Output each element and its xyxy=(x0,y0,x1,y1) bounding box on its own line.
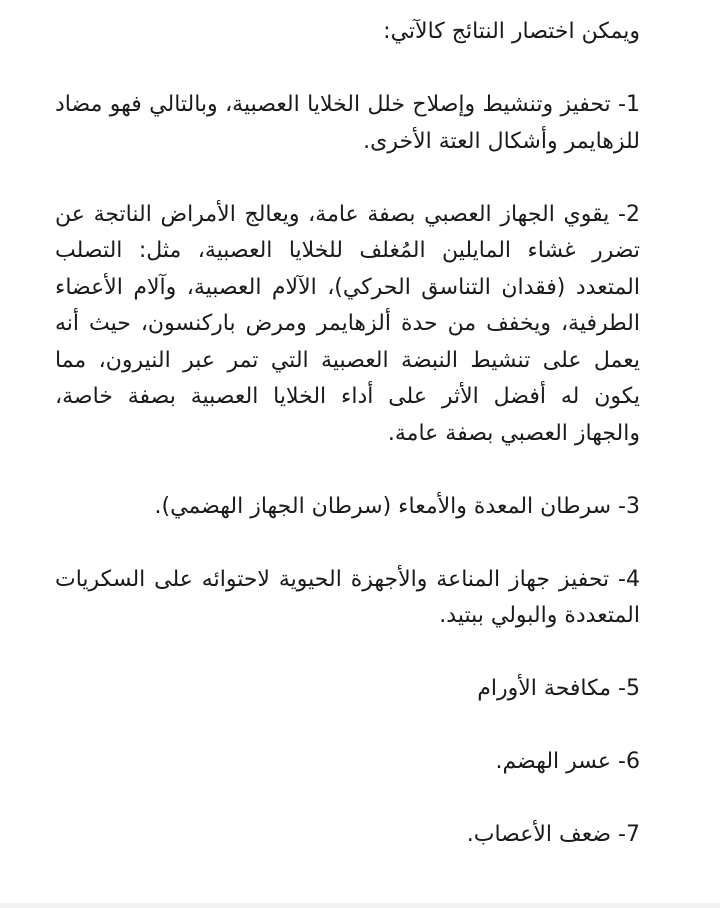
paragraph-gap xyxy=(55,525,640,562)
list-item-1: 1- تحفيز وتنشيط وإصلاح خلل الخلايا العصبية، وبالتالي فهو مضاد للزهايمر وأشكال العتة الأخرى. xyxy=(55,92,640,154)
paragraph-gap xyxy=(55,51,640,88)
paragraph-gap xyxy=(55,160,640,197)
paragraph-gap xyxy=(55,708,640,745)
document-body xyxy=(55,14,640,854)
bottom-divider xyxy=(0,903,720,908)
list-item-4: 4- تحفيز جهاز المناعة والأجهزة الحيوية لاحتوائه على السكريات المتعددة والبولي ببتيد. xyxy=(55,566,640,628)
paragraph-gap xyxy=(55,781,640,818)
list-item-5: 5- مكافحة الأورام xyxy=(477,676,640,701)
paragraph-gap xyxy=(55,635,640,672)
paragraph-gap xyxy=(55,452,640,489)
intro-paragraph: ويمكن اختصار النتائج كالآتي: xyxy=(383,19,640,44)
list-item-2: 2- يقوي الجهاز العصبي بصفة عامة، ويعالج الأمراض الناتجة عن تضرر غشاء المايلين المُغلف للخلايا العصبية، مثل: التصلب المتعدد (فقدان التناسق الحركي)، الآلام العصبية، وآلام الأعضاء الطرفية، ويخفف من حدة ألزهايمر ومرض باركنسون، حيث أنه يعمل على تنشيط النبضة العصبية التي تمر عبر النيرون، مما يكون له أفضل الأثر على أداء الخلايا العصبية بصفة خاصة، والجهاز العصبي بصفة عامة. xyxy=(55,201,640,446)
list-item-6: 6- عسر الهضم. xyxy=(495,749,640,774)
list-item-7: 7- ضعف الأعصاب. xyxy=(466,822,640,847)
list-item-3: 3- سرطان المعدة والأمعاء (سرطان الجهاز الهضمي). xyxy=(154,493,640,519)
